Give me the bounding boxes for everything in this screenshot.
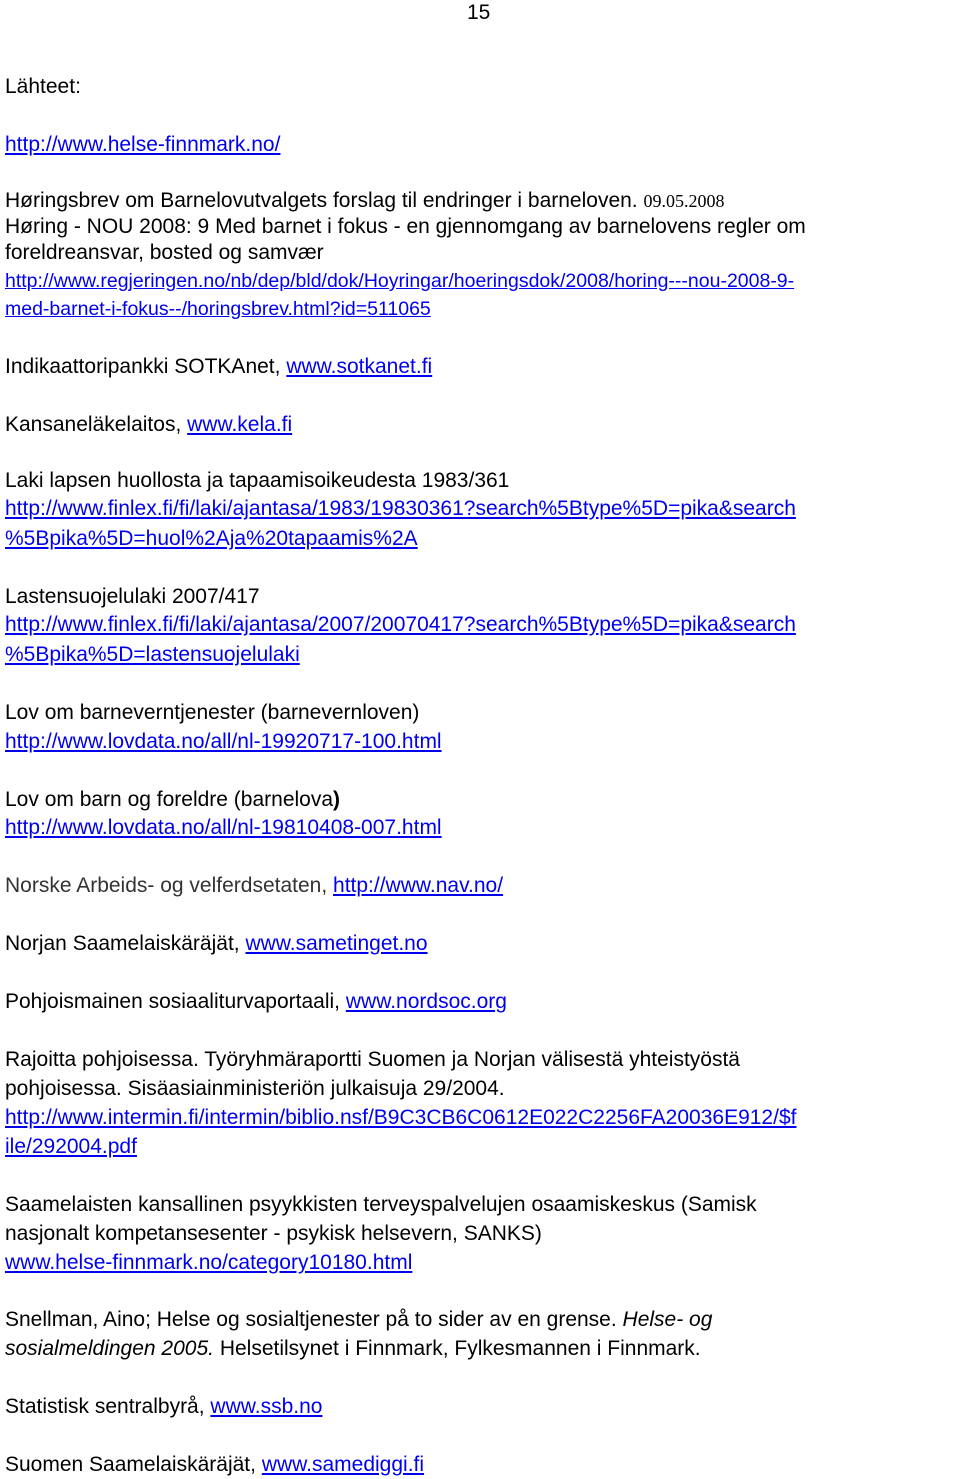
laki-title: Laki lapsen huollosta ja tapaamisoikeudesta 1983/361: [5, 469, 510, 492]
horing-line-3: foreldreansvar, bosted og samvær: [5, 241, 324, 264]
horing-line-2: Høring - NOU 2008: 9 Med barnet i fokus - en gjennomgang av barnelovens regler om: [5, 215, 806, 238]
samediggi-label: Suomen Saamelaiskäräjät,: [5, 1453, 262, 1476]
barnelova-paren: ): [333, 788, 341, 811]
snellman-publisher: Helsetilsynet i Finnmark, Fylkesmannen i Finnmark.: [213, 1337, 701, 1360]
sources-heading: Lähteet:: [5, 75, 81, 98]
link-samediggi[interactable]: www.samediggi.fi: [261, 1453, 425, 1476]
link-finlex-lasten-1[interactable]: http://www.finlex.fi/fi/laki/ajantasa/2007/20070417?search%5Btype%5D=pika&search: [5, 613, 796, 636]
sotka-label: Indikaattoripankki SOTKAnet,: [5, 355, 287, 378]
link-intermin-2[interactable]: ile/292004.pdf: [5, 1135, 137, 1158]
link-lovdata-barnevern[interactable]: http://www.lovdata.no/all/nl-19920717-100.html: [5, 730, 442, 753]
link-finlex-lasten-2[interactable]: %5Bpika%5D=lastensuojelulaki: [5, 643, 300, 666]
page-number: 15: [467, 1, 491, 24]
snellman-journal-1: Helse- og: [622, 1308, 713, 1331]
link-nordsoc[interactable]: www.nordsoc.org: [345, 990, 507, 1013]
sameting-label: Norjan Saamelaiskäräjät,: [5, 932, 246, 955]
barnevern-title: Lov om barneverntjenester (barnevernloven): [5, 701, 420, 724]
horing-date: 09.05.2008: [643, 191, 725, 211]
link-sametinget[interactable]: www.sametinget.no: [245, 932, 428, 955]
nav-label: Norske Arbeids- og velferdsetaten,: [5, 874, 334, 897]
link-finlex-laki-1[interactable]: http://www.finlex.fi/fi/laki/ajantasa/1983/19830361?search%5Btype%5D=pika&search: [5, 497, 796, 520]
horing-title-line: Høringsbrev om Barnelovutvalgets forslag til endringer i barneloven.: [5, 189, 644, 212]
snellman-journal-2: sosialmeldingen 2005.: [5, 1337, 214, 1360]
link-ssb[interactable]: www.ssb.no: [210, 1395, 323, 1418]
sanks-line-2: nasjonalt kompetansesenter - psykisk helsevern, SANKS): [5, 1222, 542, 1245]
link-kela[interactable]: www.kela.fi: [187, 413, 293, 436]
link-regjeringen-1[interactable]: http://www.regjeringen.no/nb/dep/bld/dok/Hoyringar/hoeringsdok/2008/horing---nou-2008-9-: [5, 270, 795, 292]
link-sotkanet[interactable]: www.sotkanet.fi: [286, 355, 433, 378]
link-lovdata-barnelova[interactable]: http://www.lovdata.no/all/nl-19810408-007.html: [5, 816, 442, 839]
kela-label: Kansaneläkelaitos,: [5, 413, 188, 436]
ssb-label: Statistisk sentralbyrå,: [5, 1395, 211, 1418]
link-nav[interactable]: http://www.nav.no/: [333, 874, 504, 897]
rajoitta-line-1: Rajoitta pohjoisessa. Työryhmäraportti Suomen ja Norjan välisestä yhteistyöstä: [5, 1048, 740, 1071]
barnelova-title: Lov om barn og foreldre (barnelova: [5, 788, 334, 811]
link-helse-finnmark[interactable]: http://www.helse-finnmark.no/: [5, 133, 281, 156]
rajoitta-line-2: pohjoisessa. Sisäasiainministeriön julkaisuja 29/2004.: [5, 1077, 505, 1100]
link-regjeringen-2[interactable]: med-barnet-i-fokus--/horingsbrev.html?id=511065: [5, 298, 431, 320]
lastensuojelu-title: Lastensuojelulaki 2007/417: [5, 585, 260, 608]
link-finlex-laki-2[interactable]: %5Bpika%5D=huol%2Aja%20tapaamis%2A: [5, 527, 418, 550]
link-intermin-1[interactable]: http://www.intermin.fi/intermin/biblio.nsf/B9C3CB6C0612E022C2256FA20036E912/$f: [5, 1106, 797, 1129]
nordsoc-label: Pohjoismainen sosiaaliturvaportaali,: [5, 990, 346, 1013]
snellman-text: Snellman, Aino; Helse og sosialtjenester på to sider av en grense.: [5, 1308, 623, 1331]
sanks-line-1: Saamelaisten kansallinen psyykkisten terveyspalvelujen osaamiskeskus (Samisk: [5, 1193, 757, 1216]
link-sanks[interactable]: www.helse-finnmark.no/category10180.html: [5, 1251, 413, 1274]
